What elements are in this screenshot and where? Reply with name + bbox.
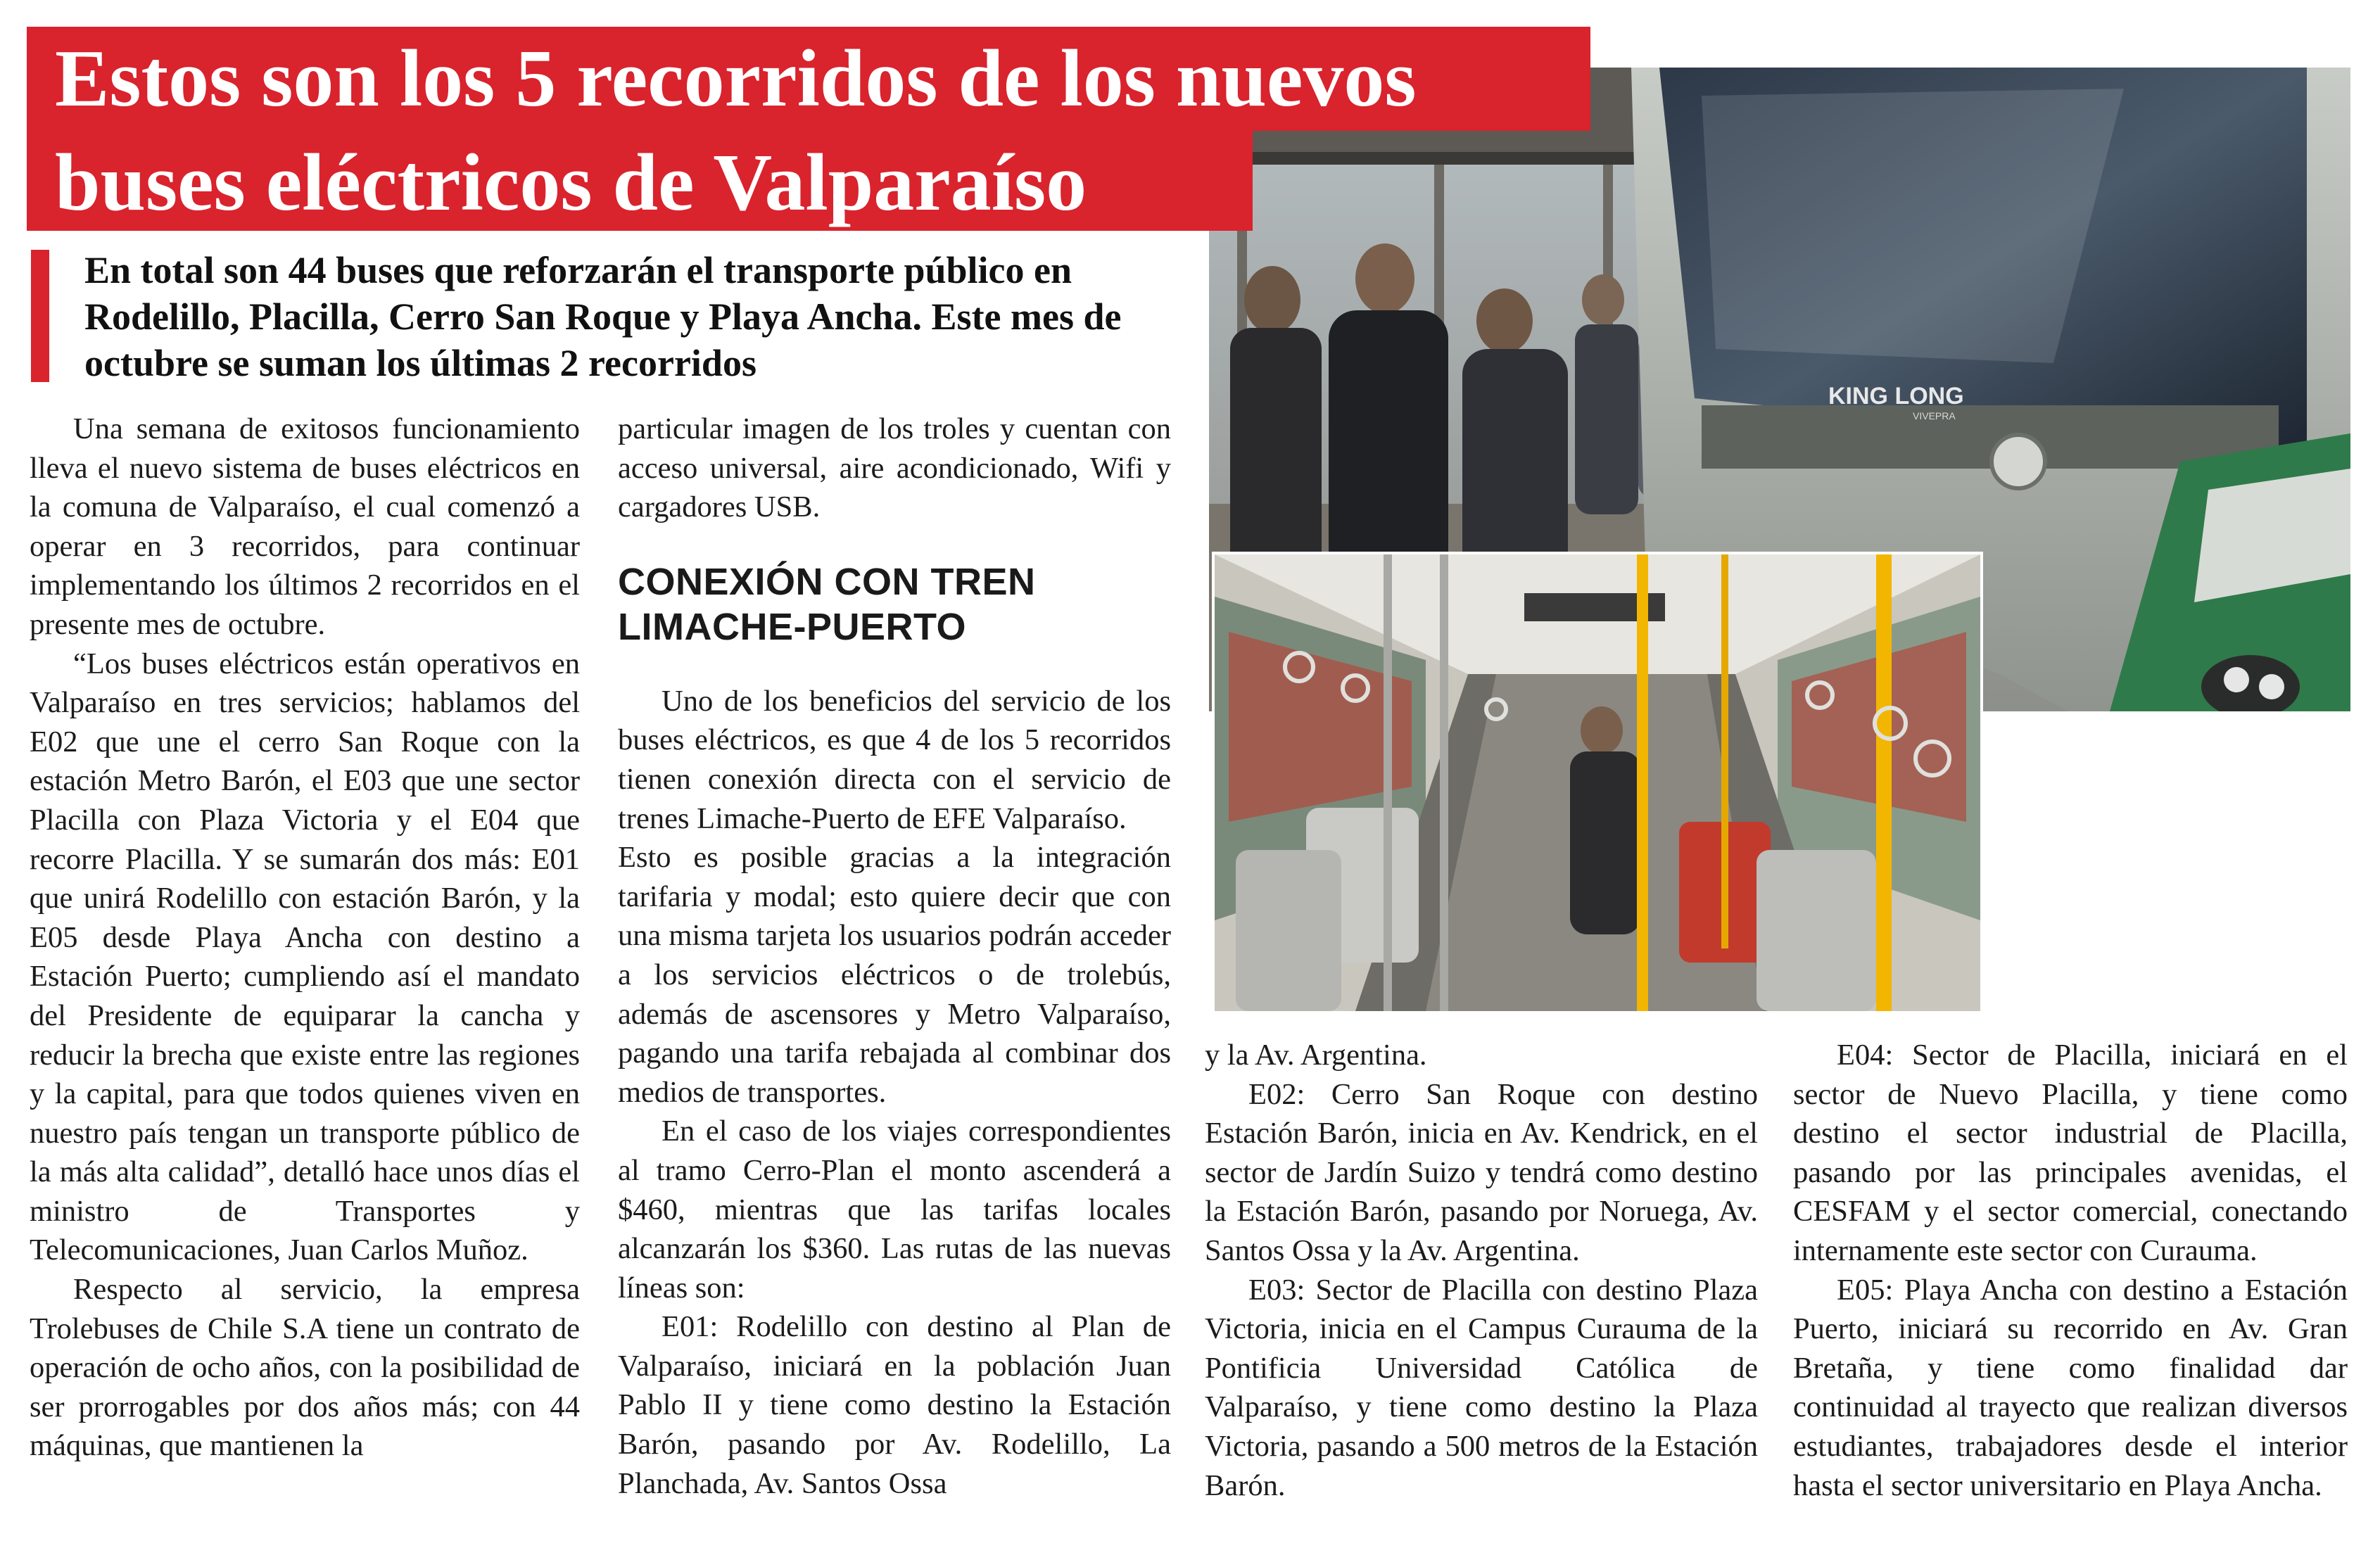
- col1-paragraph-2: “Los buses eléctricos están operativos en Valparaíso en tres servicios; hablamos del E02 que une el cerro San Roque con la estación Metro Barón, el E03 que une sector Placilla con Plaza Victoria y el E04 que recorre Placilla. Y se sumarán dos más: E01 que unirá Rodelillo con estación Barón, y la E05 desde Playa Ancha con destino a Estación Puerto; cumpliendo así el mandato del Presidente de equiparar la cancha y reducir la brecha que existe entre las regiones y la capital, para que todos quienes viven en nuestro país tengan un transporte público de la más alta calidad”, detalló hace unos días el ministro de Transportes y Telecomunicaciones, Juan Carlos Muñoz.: [30, 647, 580, 1267]
- article-column-2: [618, 410, 1171, 1503]
- col4-paragraph-2: E05: Playa Ancha con destino a Estación Puerto, iniciará su recorrido en Av. Gran Bretaña, y tiene como finalidad dar continuidad al trayecto que realizan diversos estudiantes, trabajadores desde el interior hasta el sector universitario en Playa Ancha.: [1793, 1273, 2348, 1502]
- col4-paragraph-1: E04: Sector de Placilla, iniciará en el sector de Nuevo Placilla, y tiene como destino el sector industrial de Placilla, pasando por las principales avenidas, el CESFAM y el sector comercial, conectando internamente este sector con Curauma.: [1793, 1039, 2348, 1267]
- col1-paragraph-1: Una semana de exitosos funcionamiento lleva el nuevo sistema de buses eléctricos en la comuna de Valparaíso, el cual comenzó a operar en 3 recorridos, para continuar implementando los últimos 2 recorridos en el presente mes de octubre.: [30, 412, 580, 641]
- col2-paragraph-1: particular imagen de los troles y cuentan con acceso universal, aire acondicionado, Wifi y cargadores USB.: [618, 412, 1171, 524]
- col2-paragraph-3: Esto es posible gracias a la integración tarifaria y modal; esto quiere decir que con una misma tarjeta los usuarios podrán acceder a los servicios eléctricos o de trolebús, además de ascensores y Metro Valparaíso, pagando una tarifa rebajada al combinar dos medios de transportes.: [618, 841, 1171, 1109]
- article-column-4: [1793, 1036, 2348, 1505]
- col3-paragraph-1: y la Av. Argentina.: [1205, 1039, 1427, 1072]
- headline-text-1: Estos son los 5 recorridos de los nuevos: [55, 34, 1417, 124]
- col1-paragraph-3: Respecto al servicio, la empresa Trolebuses de Chile S.A tiene un contrato de operación de ocho años, con la posibilidad de ser prorrogables por dos años más; con 44 máquinas, que mantienen la: [30, 1273, 580, 1463]
- bus-brand-logo: KING LONG: [1828, 383, 1964, 410]
- headline-line-2: [27, 131, 1253, 231]
- col2-paragraph-2: Uno de los beneficios del servicio de los buses eléctricos, es que 4 de los 5 recorridos tienen conexión directa con el servicio de trenes Limache-Puerto de EFE Valparaíso.: [618, 684, 1171, 835]
- subheadline: [31, 250, 1199, 382]
- bus-interior-illustration: [1215, 554, 1980, 1011]
- bus-interior-photo: [1212, 552, 1983, 1014]
- subheadline-text: En total son 44 buses que reforzarán el transporte público en Rodelillo, Placilla, Cerro San Roque y Playa Ancha. Este mes de octubre se suman los últimas 2 recorridos: [84, 249, 1122, 384]
- article-column-1: [30, 410, 580, 1466]
- headline-line-1: [27, 27, 1590, 131]
- bus-brand-sub: VIVEPRA: [1913, 410, 1956, 421]
- article-column-3: [1205, 1036, 1758, 1505]
- col2-paragraph-5: E01: Rodelillo con destino al Plan de Valparaíso, iniciará en la población Juan Pablo II y tiene como destino la Estación Barón, pasando por Av. Rodelillo, La Planchada, Av. Santos Ossa: [618, 1310, 1171, 1500]
- col2-paragraph-4: En el caso de los viajes correspondientes al tramo Cerro-Plan el monto ascenderá a $460, mientras que las tarifas locales alcanzarán los $360. Las rutas de las nuevas líneas son:: [618, 1115, 1171, 1305]
- col3-paragraph-2: E02: Cerro San Roque con destino Estación Barón, inicia en Av. Kendrick, en el sector de Jardín Suizo y tendrá como destino la Estación Barón, pasando por Noruega, Av. Santos Ossa y la Av. Argentina.: [1205, 1077, 1758, 1267]
- headline-text-2: buses eléctricos de Valparaíso: [55, 138, 1087, 228]
- section-title-conexion: CONEXIÓN CON TREN LIMACHE-PUERTO: [618, 560, 1036, 648]
- col3-paragraph-3: E03: Sector de Placilla con destino Plaza Victoria, inicia en el Campus Curauma de la Pontificia Universidad Católica de Valparaíso, y tiene como destino la Plaza Victoria, pasando a 500 metros de la Estación Barón.: [1205, 1273, 1758, 1502]
